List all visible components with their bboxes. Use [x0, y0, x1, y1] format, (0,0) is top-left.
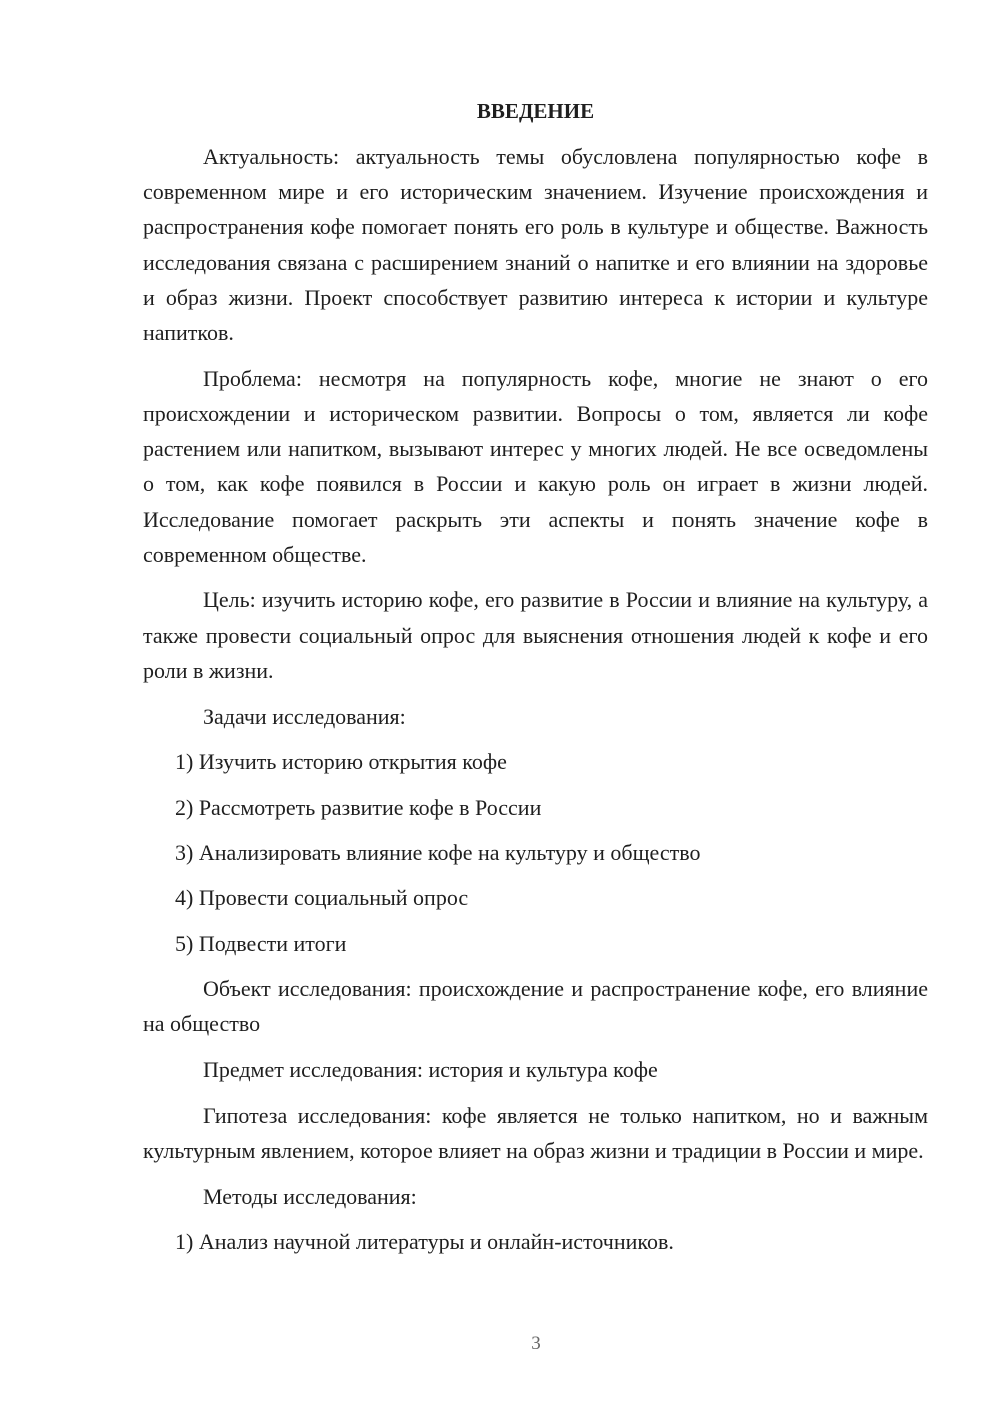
methods-list: [143, 1224, 928, 1259]
page-number: 3: [531, 1333, 541, 1354]
relevance-paragraph: Актуальность: актуальность темы обусловлена популярностью кофе в современном мире и его историческим значением. Изучение происхождения и распространения кофе помогает понять его роль в культуре и обществе. Важность исследования связана с расширением знаний о напитке и его влиянии на здоровье и образ жизни. Проект способствует развитию интереса к истории и культуре напитков.: [143, 144, 928, 346]
method-item: 1) Анализ научной литературы и онлайн-источников.: [175, 1229, 674, 1255]
task-item: 4) Провести социальный опрос: [175, 885, 469, 911]
methods-heading: Методы исследования:: [203, 1183, 417, 1209]
task-item: 5) Подвести итоги: [175, 930, 347, 956]
goal-paragraph: Цель: изучить историю кофе, его развитие в России и влияние на культуру, а также провести социальный опрос для выяснения отношения людей к кофе и его роли в жизни.: [143, 587, 928, 683]
task-item: 3) Анализировать влияние кофе на культуру и общество: [175, 840, 701, 866]
tasks-list: [143, 744, 928, 961]
section-title: ВВЕДЕНИЕ: [476, 99, 595, 123]
task-item: 2) Рассмотреть развитие кофе в России: [175, 794, 542, 820]
hypothesis-paragraph: Гипотеза исследования: кофе является не только напитком, но и важным культурным явлением, которое влияет на образ жизни и традиции в России и мире.: [143, 1102, 928, 1164]
tasks-heading: Задачи исследования:: [203, 703, 406, 729]
subject-paragraph: Предмет исследования: история и культура кофе: [203, 1057, 658, 1083]
page-content: [143, 95, 928, 1270]
object-paragraph: Объект исследования: происхождение и распространение кофе, его влияние на общество: [143, 976, 928, 1037]
task-item: 1) Изучить историю открытия кофе: [175, 749, 507, 775]
problem-paragraph: Проблема: несмотря на популярность кофе, многие не знают о его происхождении и историческом развитии. Вопросы о том, является ли кофе растением или напитком, вызывают интерес у многих людей. Не все осведомлены о том, как кофе появился в России и какую роль он играет в жизни людей. Исследование помогает раскрыть эти аспекты и понять значение кофе в современном обществе.: [143, 365, 928, 567]
